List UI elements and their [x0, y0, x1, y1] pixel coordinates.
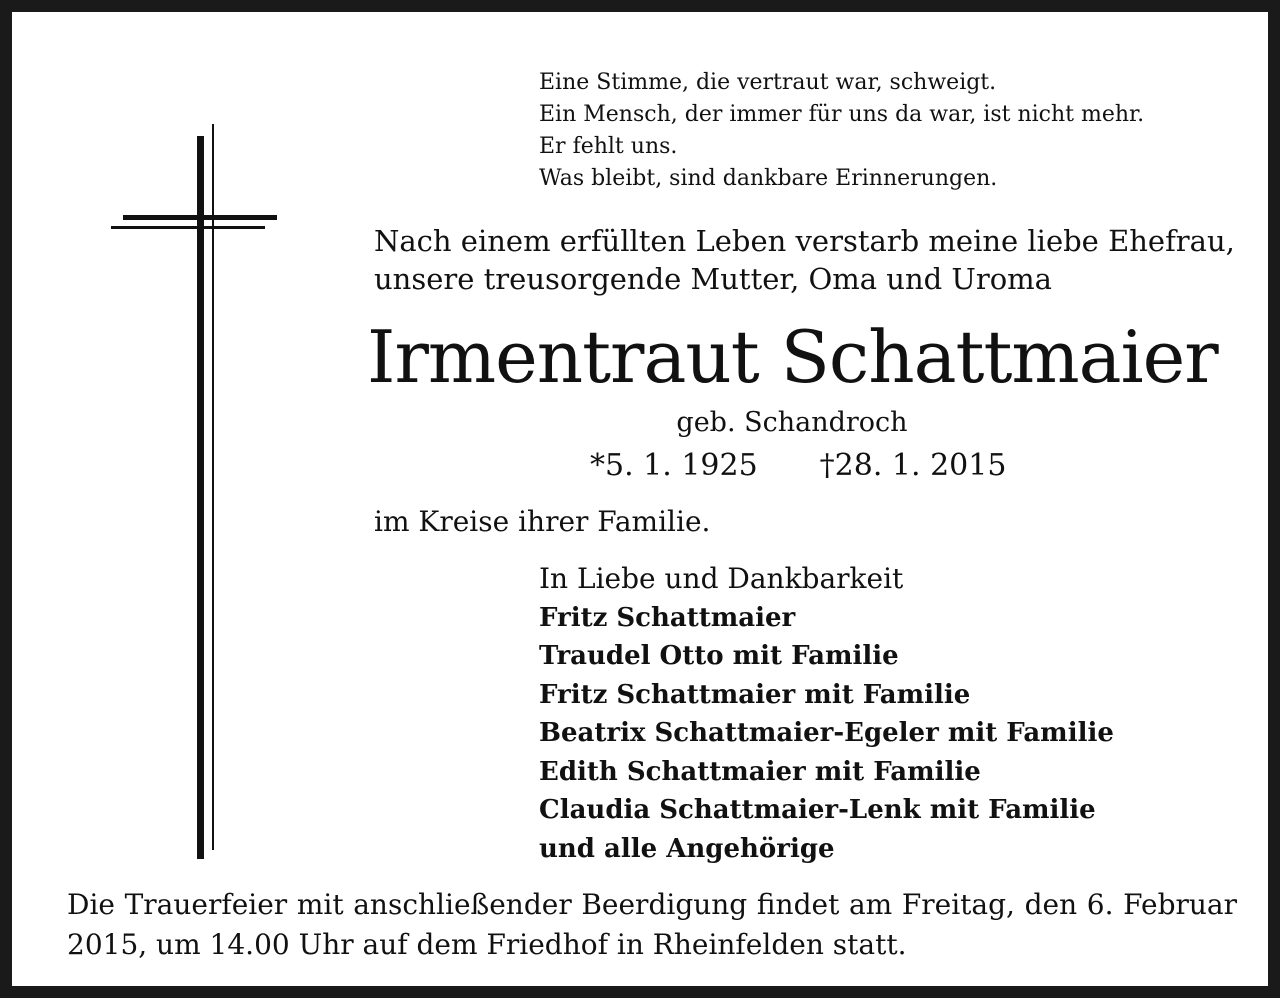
cross-lower-crossbar [111, 226, 265, 229]
circle-text: im Kreise ihrer Familie. [374, 505, 711, 538]
cross-upper-crossbar [123, 215, 277, 220]
signatories-opening: In Liebe und Dankbarkeit [539, 562, 904, 595]
birth-name: geb. Schandroch [676, 407, 908, 438]
poem-line: Eine Stimme, die vertraut war, schweigt. [539, 70, 997, 95]
poem [539, 67, 1144, 195]
signatory-name: Edith Schattmaier mit Familie [539, 756, 981, 787]
signatory-name: Fritz Schattmaier [539, 602, 796, 633]
signatory-name: Claudia Schattmaier-Lenk mit Familie [539, 795, 1096, 825]
signatory-name: Traudel Otto mit Familie [539, 641, 899, 671]
poem-line: Ein Mensch, der immer für uns da war, ist nicht mehr. [539, 102, 1145, 127]
funeral-info: Die Trauerfeier mit anschließender Beerdigung findet am Freitag, den 6. Februar 2015, um 14.00 Uhr auf dem Friedhof in Rheinfelden statt. [67, 888, 1237, 961]
poem-line: Was bleibt, sind dankbare Erinnerungen. [539, 166, 998, 191]
life-dates [590, 446, 1006, 486]
cross-thin-beam [212, 124, 214, 850]
intro-line: Nach einem erfüllten Leben verstarb meine liebe Ehefrau, [374, 224, 1235, 258]
cross-main-beam [197, 136, 204, 859]
poem-line: Er fehlt uns. [539, 134, 678, 159]
signatory-name: Beatrix Schattmaier-Egeler mit Familie [539, 718, 1114, 748]
signatories [539, 560, 1114, 868]
deceased-name: Irmentraut Schattmaier [367, 315, 1218, 399]
intro-text [374, 222, 1235, 298]
intro-line: unsere treusorgende Mutter, Oma und Uroma [374, 262, 1052, 296]
signatory-name: und alle Angehörige [539, 833, 835, 864]
signatory-name: Fritz Schattmaier mit Familie [539, 679, 971, 710]
death-date: †28. 1. 2015 [819, 448, 1007, 483]
birth-date: *5. 1. 1925 [590, 448, 758, 483]
